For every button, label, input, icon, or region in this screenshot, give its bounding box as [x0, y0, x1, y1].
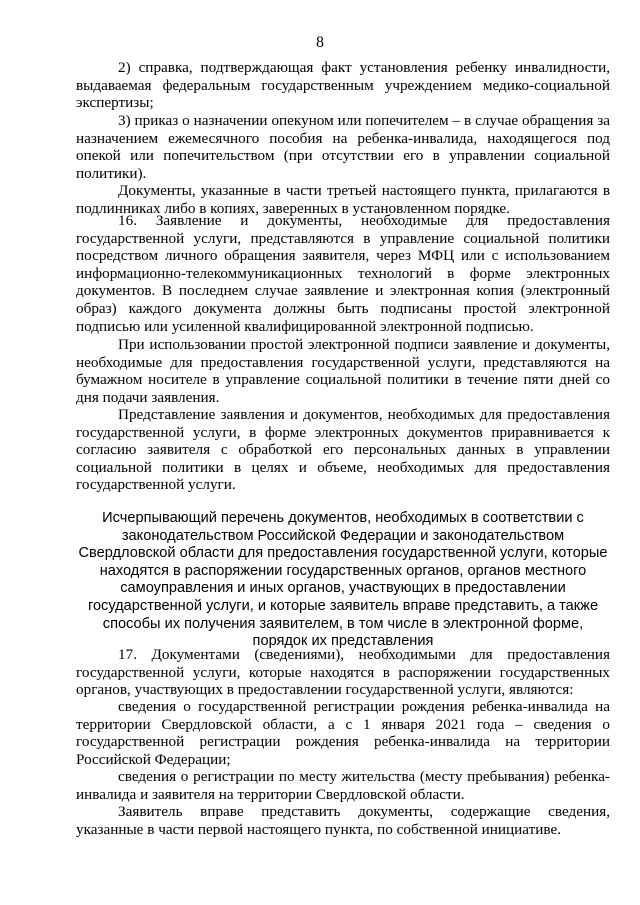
paragraph-residence-registration: сведения о регистрации по месту жительства (месту пребывания) ребенка-инвалида и заявителя на территории Свердловской области.	[76, 768, 610, 803]
section-heading: Исчерпывающий перечень документов, необходимых в соответствии с законодательством Российской Федерации и законодательством Свердловской области для предоставления государственной услуги, которые находятся в распоряжении государственных органов, органов местного самоуправления и иных органов, участвующих в предоставлении государственной услуги, и которые заявитель вправе представить, а также способы их получения заявителем, в том числе в электронной форме, порядок их представления	[78, 510, 608, 650]
paragraph-item-2: 2) справка, подтверждающая факт установления ребенку инвалидности, выдаваемая федеральным государственным учреждением медико-социальной экспертизы;	[76, 59, 610, 112]
paragraph-item-3: 3) приказ о назначении опекуном или попечителем – в случае обращения за назначением ежемесячного пособия на ребенка-инвалида, находящегося под опекой или попечительством (при отсутствии его в управлении социальной политики).	[76, 112, 610, 182]
paragraph-electronic-consent: Представление заявления и документов, необходимых для предоставления государственной услуги, в форме электронных документов приравнивается к согласию заявителя с обработкой его персональных данных в управлении социальной политики в целях и объеме, необходимых для предоставления государственной услуги.	[76, 406, 610, 494]
page-number: 8	[316, 34, 324, 51]
paragraph-simple-signature: При использовании простой электронной подписи заявление и документы, необходимые для предоставления государственной услуги, представляются на бумажном носителе в управление социальной политики в течение пяти дней со дня подачи заявления.	[76, 336, 610, 406]
paragraph-own-initiative: Заявитель вправе представить документы, содержащие сведения, указанные в части первой настоящего пункта, по собственной инициативе.	[76, 803, 610, 838]
paragraph-17: 17. Документами (сведениями), необходимыми для предоставления государственной услуги, которые находятся в распоряжении государственных органов, участвующих в предоставлении государственной услуги, являются:	[76, 646, 610, 699]
paragraph-documents-copies: Документы, указанные в части третьей настоящего пункта, прилагаются в подлинниках либо в копиях, заверенных в установленном порядке.	[76, 182, 610, 217]
paragraph-16: 16. Заявление и документы, необходимые для предоставления государственной услуги, представляются в управление социальной политики посредством личного обращения заявителя, через МФЦ или с использованием информационно-телекоммуникационных технологий в форме электронных документов. В последнем случае заявление и электронная копия (электронный образ) каждого документа должны быть подписаны простой электронной подписью или усиленной квалифицированной электронной подписью.	[76, 212, 610, 335]
paragraph-birth-registration: сведения о государственной регистрации рождения ребенка-инвалида на территории Свердловской области, а с 1 января 2021 года – сведения о государственной регистрации рождения ребенка-инвалида на территории Российской Федерации;	[76, 698, 610, 768]
